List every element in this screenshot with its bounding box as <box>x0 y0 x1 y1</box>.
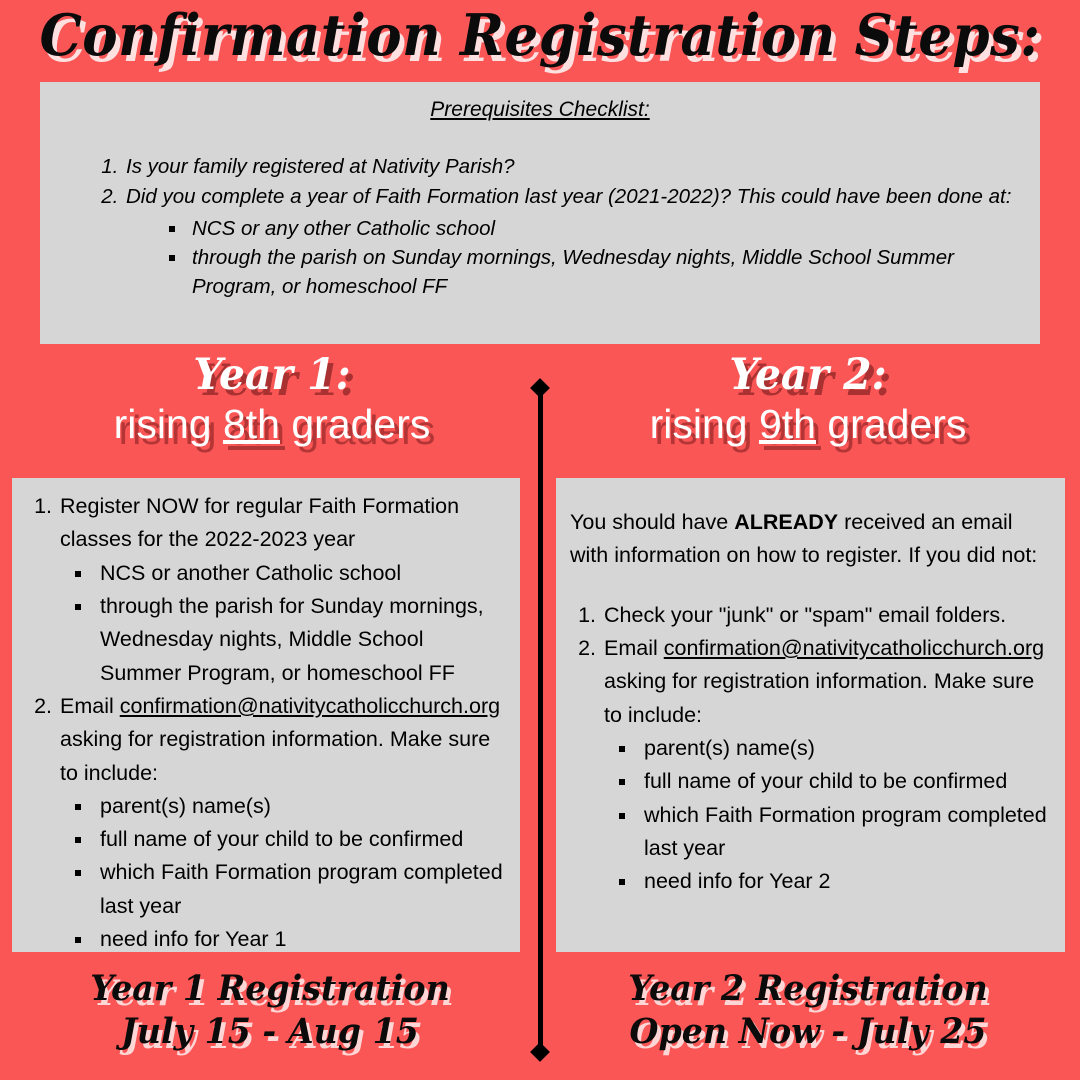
list-item <box>58 490 506 690</box>
year2-heading-block <box>548 352 1068 448</box>
year2-content-box <box>556 478 1065 952</box>
list-item: ▪ NCS or another Catholic school <box>94 557 506 590</box>
list-item <box>58 690 506 957</box>
list-item: ▪ through the parish for Sunday mornings, Wednesday nights, Middle School Summer Program, or homeschool FF <box>94 590 506 690</box>
prerequisites-heading: Prerequisites Checklist: <box>430 98 650 121</box>
year1-registration-dates: July 15 - Aug 15 <box>121 1010 419 1052</box>
prerequisites-sublist <box>126 214 1018 302</box>
year1-registration-note <box>23 968 517 1053</box>
list-item: ▪ full name of your child to be confirmed <box>638 765 1051 798</box>
list-item: ▪ parent(s) name(s) <box>638 732 1051 765</box>
year2-step2-sublist <box>604 732 1051 899</box>
year1-steps-list <box>22 490 506 956</box>
year1-script-heading: Year 1: <box>193 350 351 400</box>
list-item: ▪ need info for Year 1 <box>94 923 506 956</box>
year2-registration-title: Year 2 Registration <box>628 968 988 1009</box>
list-item: ▪ through the parish on Sunday mornings, Wednesday nights, Middle School Summer Program, or homeschool FF <box>188 243 1018 302</box>
year1-step1-sublist <box>60 557 506 690</box>
list-item: ▪ which Faith Formation program completed last year <box>638 799 1051 866</box>
year1-sub-suffix: graders <box>279 401 431 448</box>
page-title: Confirmation Registration Steps: <box>39 2 1041 69</box>
year1-step1-text: Register NOW for regular Faith Formation classes for the 2022-2023 year <box>60 494 460 552</box>
year1-step2-suffix: asking for registration information. Make sure to include: <box>60 727 491 785</box>
year2-intro-before: You should have <box>570 510 735 534</box>
year2-registration-note <box>561 968 1055 1053</box>
year2-intro-emphasis: ALREADY <box>734 510 839 534</box>
vertical-divider <box>533 381 547 1059</box>
list-item: 1. Check your "junk" or "spam" email folders. <box>602 599 1051 632</box>
list-item: ▪ NCS or any other Catholic school <box>188 214 1018 243</box>
list-item <box>124 182 1018 301</box>
year2-step2-prefix: Email <box>604 635 664 660</box>
year2-script-heading: Year 2: <box>729 350 887 400</box>
prerequisites-panel <box>40 82 1040 344</box>
prerequisite-item-2-text: Did you complete a year of Faith Formation last year (2021-2022)? This could have been done at: <box>126 185 1012 209</box>
list-item: ▪ full name of your child to be confirmed <box>94 823 506 856</box>
year2-grade-underlined: 9th <box>758 401 816 448</box>
year1-email-link[interactable]: confirmation@nativitycatholicchurch.org <box>119 693 501 718</box>
divider-line <box>538 395 543 1045</box>
year1-sub-prefix: rising <box>113 401 223 448</box>
diamond-bottom-icon <box>530 1042 550 1062</box>
list-item: ▪ which Faith Formation program completed last year <box>94 856 506 923</box>
year2-sub-prefix: rising <box>649 401 759 448</box>
year1-sub-heading <box>12 402 532 448</box>
year1-heading-block <box>12 352 532 448</box>
year2-sub-suffix: graders <box>815 401 967 448</box>
year1-registration-title: Year 1 Registration <box>90 968 450 1009</box>
year2-registration-dates: Open Now - July 25 <box>629 1010 987 1052</box>
prerequisites-list <box>62 152 1018 302</box>
year1-step2-prefix: Email <box>60 693 120 718</box>
list-item: 1. Is your family registered at Nativity Parish? <box>124 152 1018 181</box>
year2-intro-paragraph <box>566 506 1051 573</box>
year2-email-link[interactable]: confirmation@nativitycatholicchurch.org <box>663 635 1045 660</box>
year1-content-box <box>12 478 520 952</box>
year2-intro-after: received an email with information on how to register. If you did not: <box>570 510 1038 568</box>
year2-sub-heading <box>548 402 1068 448</box>
year2-steps-list <box>566 599 1051 899</box>
year1-step2-sublist <box>60 790 506 957</box>
list-item <box>602 632 1051 899</box>
year2-step2-suffix: asking for registration information. Make sure to include: <box>604 669 1035 727</box>
year1-grade-underlined: 8th <box>222 401 280 448</box>
list-item: ▪ need info for Year 2 <box>638 865 1051 898</box>
list-item: ▪ parent(s) name(s) <box>94 790 506 823</box>
